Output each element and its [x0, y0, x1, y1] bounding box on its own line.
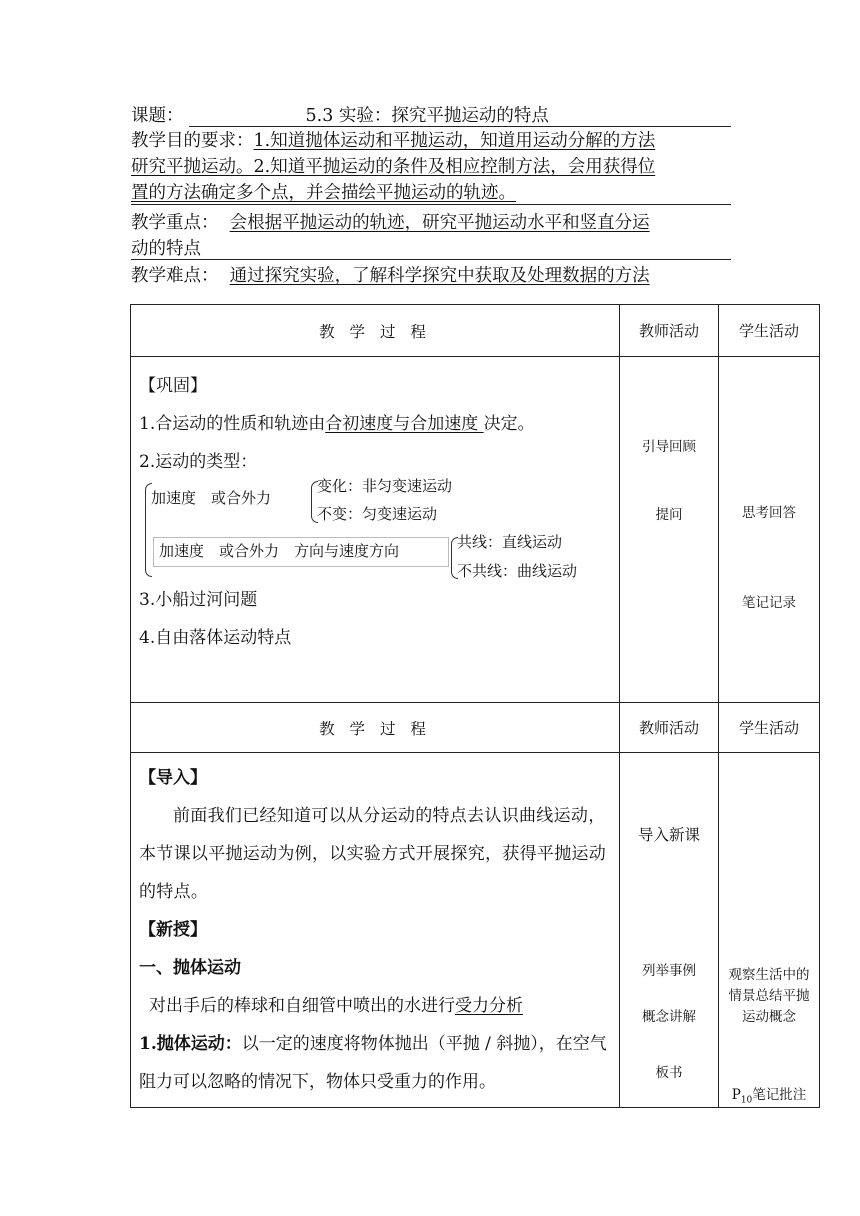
- col-student-header-2: 学生活动: [719, 703, 820, 753]
- col-teacher-header: 教师活动: [620, 305, 719, 357]
- intro-content: [131, 753, 620, 1108]
- review-title: 【巩固】: [139, 376, 207, 396]
- diagram-left-1: 加速度 或合外力: [151, 489, 272, 507]
- topic-title: 5.3 实验：探究平抛运动的特点: [305, 106, 549, 126]
- teacher-act-review-2: 提问: [655, 507, 683, 523]
- topic-underline: [189, 126, 731, 127]
- key-underline: [131, 259, 731, 260]
- definition-term: 1.抛体运动：: [139, 1034, 242, 1054]
- force-analysis-underlined: 受力分析: [455, 996, 523, 1016]
- topic-label: 课题：: [131, 106, 184, 126]
- table-header-row-2: [131, 703, 820, 753]
- intro-student-activity: [719, 753, 820, 1108]
- key-text-2: 动的特点: [131, 239, 201, 259]
- student-act-review-2: 笔记记录: [742, 595, 796, 611]
- review-line-2: 2.运动的类型：: [139, 452, 258, 472]
- intro-teacher-activity: [620, 753, 719, 1108]
- key-label: 教学重点：: [131, 213, 219, 233]
- diagram-right-2a: 共线：直线运动: [457, 533, 563, 551]
- diff-text: 通过探究实验，了解科学探究中获取及处理数据的方法: [229, 266, 650, 286]
- teacher-act-intro-2: 列举事例: [642, 963, 696, 979]
- lesson-table: [130, 304, 820, 1108]
- teacher-act-intro-1: 导入新课: [637, 826, 700, 844]
- review-line-3: 3.小船过河问题: [139, 590, 258, 610]
- diff-label: 教学难点：: [131, 266, 219, 286]
- goal-underline: [131, 204, 731, 205]
- diagram-right-1a: 变化：非匀变速运动: [317, 477, 453, 495]
- key-line-2: [131, 237, 731, 261]
- section-intro-row: [131, 753, 820, 1108]
- goal-line-1: [131, 129, 731, 153]
- review-content: [131, 357, 620, 703]
- review-teacher-activity: [620, 357, 719, 703]
- review-underlined: 合初速度与合加速度: [325, 414, 484, 434]
- teacher-act-review-1: 引导回顾: [642, 439, 696, 455]
- key-text-1: 会根据平抛运动的轨迹，研究平抛运动水平和竖直分运: [229, 213, 650, 233]
- student-act-intro-1: 观察生活中的情景总结平抛运动概念: [728, 967, 810, 1025]
- review-line-4: 4.自由落体运动特点: [139, 628, 292, 648]
- diagram-left-2: 加速度 或合外力 方向与速度方向: [159, 542, 400, 560]
- goal-line-3: [131, 181, 731, 205]
- student-act-review-1: 思考回答: [742, 505, 796, 521]
- new-lesson-title: 【新授】: [139, 920, 207, 940]
- teacher-act-intro-3: 概念讲解: [642, 1009, 696, 1025]
- definition-text: 以一定的速度将物体抛出（平抛 / 斜抛），在空气阻力可以忽略的情况下，物体只受重力的作用。: [139, 1034, 607, 1092]
- topic-line: [131, 104, 731, 128]
- key-line-1: [131, 211, 731, 235]
- col-teacher-header-2: 教师活动: [620, 703, 719, 753]
- motion-type-diagram: [131, 475, 620, 585]
- goal-label: 教学目的要求：: [131, 131, 254, 151]
- review-line-1: 1.合运动的性质和轨迹由合初速度与合加速度 决定。: [139, 414, 535, 434]
- goal-text-3: 置的方法确定多个点，并会描绘平抛运动的轨迹。: [131, 183, 516, 203]
- force-analysis-line: 对出手后的棒球和自细管中喷出的水进行受力分析: [149, 996, 523, 1016]
- intro-paragraph: 前面我们已经知道可以从分运动的特点去认识曲线运动，本节课以平抛运动为例，以实验方式开展探究，获得平抛运动的特点。: [139, 806, 607, 902]
- review-student-activity: [719, 357, 820, 703]
- student-act-intro-2: $P_{10}$笔记批注: [731, 1087, 807, 1106]
- goal-text-1: 1.知道抛体运动和平抛运动，知道用运动分解的方法: [253, 131, 656, 151]
- col-student-header: 学生活动: [719, 305, 820, 357]
- intro-title: 【导入】: [139, 768, 207, 788]
- diagram-right-2b: 不共线：曲线运动: [457, 562, 578, 580]
- teacher-act-intro-4: 板书: [655, 1065, 683, 1081]
- heading-projectile: 一、抛体运动: [139, 958, 241, 978]
- col-process-header: 教 学 过 程: [131, 305, 620, 357]
- diagram-right-1b: 不变：匀变速运动: [317, 505, 438, 523]
- col-process-header-2: 教 学 过 程: [131, 703, 620, 753]
- diff-line: [131, 264, 731, 288]
- goal-line-2: [131, 155, 731, 179]
- table-header-row-1: [131, 305, 820, 357]
- goal-text-2: 研究平抛运动。2.知道平抛运动的条件及相应控制方法，会用获得位: [131, 157, 656, 177]
- definition-projectile: [139, 1025, 617, 1101]
- section-review-row: [131, 357, 820, 703]
